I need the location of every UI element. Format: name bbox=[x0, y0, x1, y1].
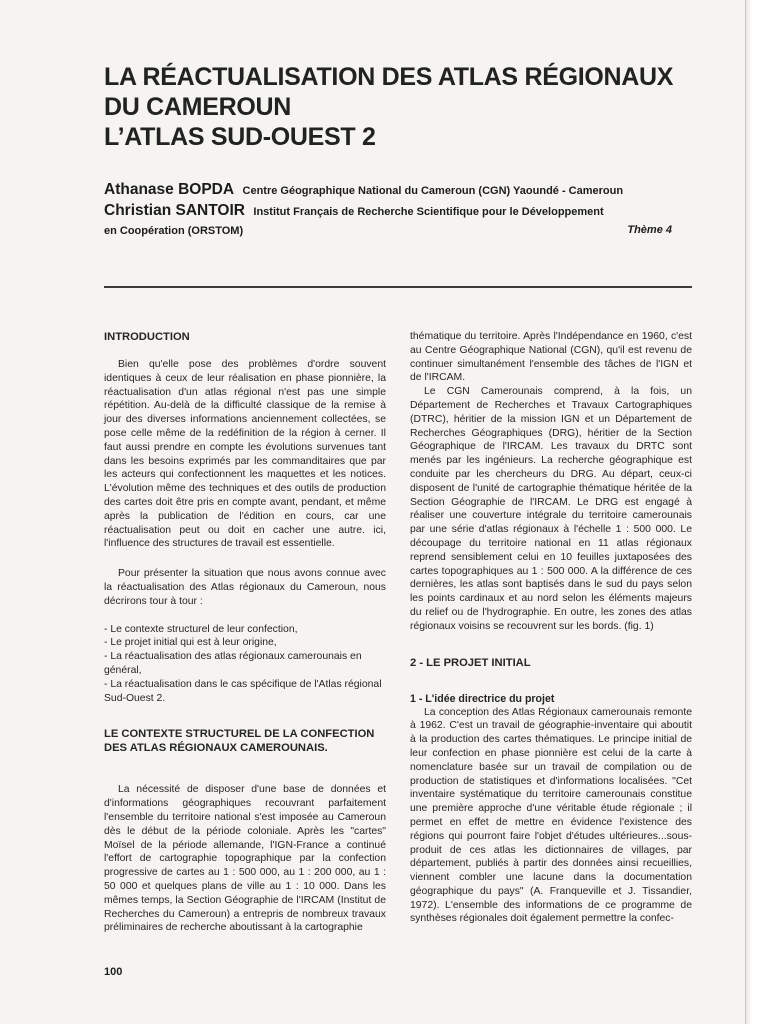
author-line-1 bbox=[104, 180, 694, 201]
paragraph: La conception des Atlas Régionaux camerounais remonte à 1962. C'est un travail de géographie-inventaire qui aboutit à la production des cartes thématiques. Le principe initial de leur confection en phase pionnière est celui de la carte à nomenclature basée sur un travail de compilation ou de production de statistiques et d'informations localisées. "Cet inventaire systématique du territoire camerounais constitue une première approche d'une véritable étude régionale ; il permet en effet de mettre en évidence l'existence des régions qui pourront faire l'objet d'études ultérieures...sous-produit de ces atlas les dictionnaires de villages, par département, publiés à partir des données ainsi recueillies, viennent combler une lacune dans la documentation géographique du pays" (A. Franqueville et J. Tissandier, 1972). L'ensemble des informations de ce programme de synthèses régionales doit également permettre la confec- bbox=[410, 706, 692, 925]
author-institution: Centre Géographique National du Cameroun (CGN) Yaoundé - Cameroun bbox=[242, 185, 624, 197]
page-number: 100 bbox=[104, 966, 123, 978]
title-line-2: DU CAMEROUN bbox=[104, 93, 291, 121]
list-item: - Le projet initial qui est à leur origine, bbox=[104, 637, 277, 649]
article-title bbox=[104, 62, 704, 152]
header-rule bbox=[104, 286, 692, 288]
section-heading-projet-initial: 2 - LE PROJET INITIAL bbox=[410, 656, 531, 669]
section-heading-contexte: LE CONTEXTE STRUCTUREL DE LA CONFECTION DES ATLAS RÉGIONAUX CAMEROUNAIS. bbox=[104, 728, 375, 755]
institution-theme-line bbox=[104, 222, 694, 238]
author-institution: Institut Français de Recherche Scientifique pour le Développement bbox=[253, 206, 604, 218]
paragraph: Bien qu'elle pose des problèmes d'ordre souvent identiques à ceux de leur réalisation en phase pionnière, la réactualisation d'un atlas régional n'est pas une simple répétition. Au-delà de la difficulté classique de la remise à jour des diverses informations anciennement collectées, se pose celle même de la redéfinition de la région à cerner. Il faut aussi prendre en compte les évolutions survenues tant dans les besoins exprimés par les commanditaires que par les acteurs qui confectionnent les maquettes et les notices. L'évolution même des techniques et des outils de production des cartes doit être pris en compte avant, pendant, et même après la publication de l'édition en cours, car une réactualisation peut ou doit en cacher une autre. ici, l'influence des structures de travail est essentielle. bbox=[104, 359, 386, 550]
section-heading-introduction: INTRODUCTION bbox=[104, 331, 190, 343]
column-right bbox=[410, 330, 692, 926]
theme-label: Thème 4 bbox=[627, 224, 672, 236]
author-institution-cont: en Coopération (ORSTOM) bbox=[104, 225, 244, 237]
author-block bbox=[104, 180, 694, 238]
author-name: Christian SANTOIR bbox=[104, 202, 245, 219]
author-line-2 bbox=[104, 201, 694, 222]
list-item: - Le contexte structurel de leur confection, bbox=[104, 623, 298, 635]
outline-list bbox=[104, 623, 386, 706]
paragraph: Pour présenter la situation que nous avons connue avec la réactualisation des Atlas régionaux du Cameroun, nous décrirons tour à tour : bbox=[104, 568, 386, 607]
paragraph: Le CGN Camerounais comprend, à la fois, un Département de Recherches et Travaux Cartographiques (DTRC), héritier de la mission IGN et un Département de Recherches Géographiques (DRG), héritier de la Section Géographique de l'IRCAM. Les travaux du DRTC sont menés par les ingénieurs. La recherche géographique est conduite par les chercheurs du DRG. Au départ, ceux-ci disposent de l'unité de cartographie thématique héritée de la Section Géographie de l'IRCAM. Le DRG est engagé à réaliser une couverture intégrale du territoire camerounais par une série d'atlas régionaux à l'échelle 1 : 500 000. Le découpage du territoire national en 11 atlas régionaux reprend sensiblement celui en 10 feuilles juxtaposées des cartes topographiques au 1 : 500 000. A la différence de ces dernières, les atlas sont baptisés dans le sud du pays selon les points cardinaux et au nord selon les éléments majeurs du relief ou de l'hydrographie. En outre, les zones des atlas régionaux voisins se recouvrent sur les bords. (fig. 1) bbox=[410, 386, 692, 632]
subsection-heading-idee: 1 - L'idée directrice du projet bbox=[410, 692, 555, 705]
paragraph: La nécessité de disposer d'une base de données et d'informations géographiques recouvrant parfaitement l'ensemble du territoire national s'est imposée au Cameroun dès le début de la période coloniale. Après les "cartes" Moïsel de la période allemande, l'IGN-France a continué l'effort de cartographie topographique par la confection progressive de cartes au 1 : 500 000, au 1 : 200 000, au 1 : 50 000 et quelques plans de ville au 1 : 10 000. Dans les mêmes temps, la Section Géographie de l'IRCAM (Institut de Recherches du Cameroun) a entrepris de nombreux travaux préliminaires de recherche aboutissant à la cartographie bbox=[104, 784, 386, 934]
paragraph: thématique du territoire. Après l'Indépendance en 1960, c'est au Centre Géographique National (CGN), qu'il est revenu de continuer simultanément l'ensemble des tâches de l'IGN et de l'IRCAM. bbox=[410, 331, 692, 384]
list-item: - La réactualisation dans le cas spécifique de l'Atlas régional Sud-Ouest 2. bbox=[104, 678, 382, 704]
author-name: Athanase BOPDA bbox=[104, 181, 235, 198]
page-edge bbox=[745, 0, 768, 1024]
list-item: - La réactualisation des atlas régionaux camerounais en général, bbox=[104, 651, 362, 676]
column-left bbox=[104, 330, 386, 935]
title-line-1: LA RÉACTUALISATION DES ATLAS RÉGIONAUX bbox=[104, 63, 674, 91]
title-line-3: L’ATLAS SUD-OUEST 2 bbox=[104, 123, 376, 151]
